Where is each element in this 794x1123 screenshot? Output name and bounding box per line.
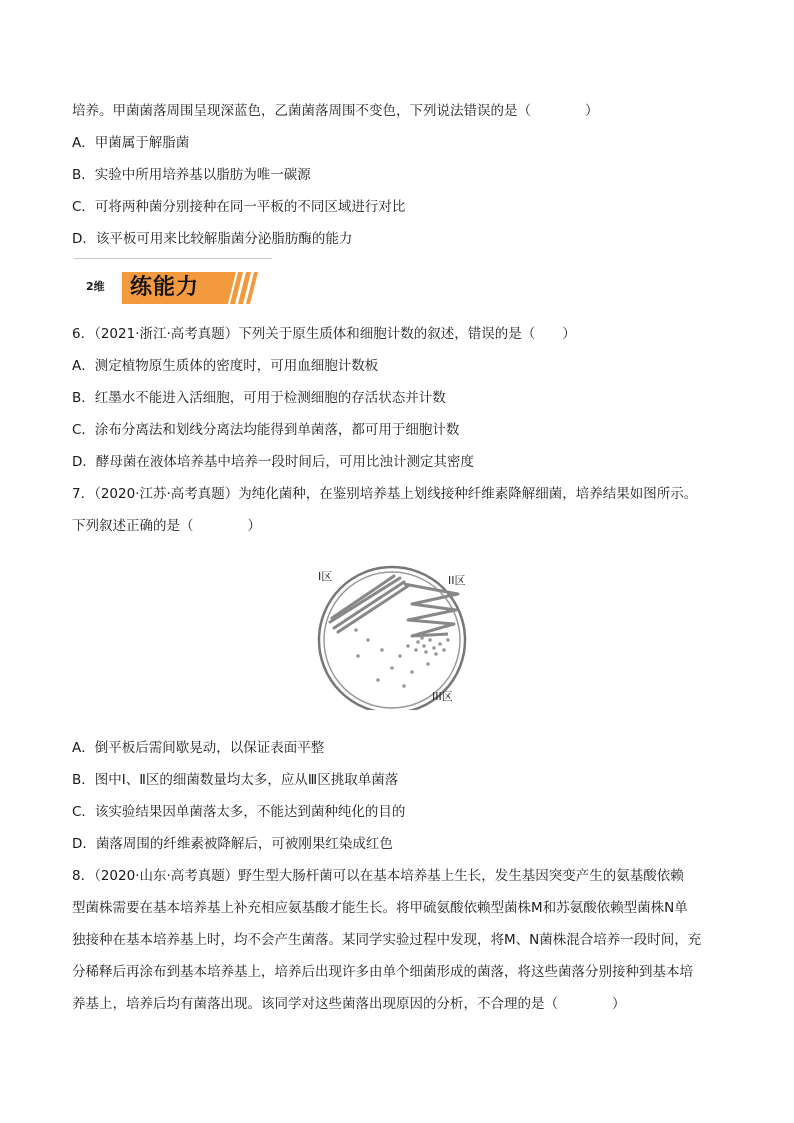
intro-stem-line: 培养。甲菌菌落周围呈现深蓝色，乙菌菌落周围不变色，下列说法错误的是（ ） (72, 103, 599, 119)
q8-line-3: 独接种在基本培养基上时，均不会产生菌落。某同学实验过程中发现，将M、N菌株混合培养一段时间，充 (72, 932, 702, 948)
q6-option-b: B．红墨水不能进入活细胞，可用于检测细胞的存活状态并计数 (72, 390, 446, 406)
q6-option-a: A．测定植物原生质体的密度时，可用血细胞计数板 (72, 358, 379, 374)
intro-option-d: D．该平板可用来比较解脂菌分泌脂肪酶的能力 (72, 231, 353, 247)
q7-option-d: D．菌落周围的纤维素被降解后，可被刚果红染成红色 (72, 836, 393, 852)
zone-2-label: II区 (448, 574, 466, 587)
intro-option-a: A．甲菌属于解脂菌 (72, 135, 190, 151)
section-stripes-decoration (228, 272, 258, 304)
q8-line-5: 养基上，培养后均有菌落出现。该同学对这些菌落出现原因的分析，不合理的是（ ） (72, 996, 626, 1012)
petri-dish-figure (308, 560, 478, 710)
q8-line-4: 分稀释后再涂布到基本培养基上，培养后出现许多由单个细菌形成的菌落，将这些菌落分别接种到基本培 (72, 964, 693, 980)
intro-option-b: B．实验中所用培养基以脂肪为唯一碳源 (72, 167, 311, 183)
q7-option-a: A．倒平板后需间歇晃动，以保证表面平整 (72, 740, 325, 756)
q6-option-d: D．酵母菌在液体培养基中培养一段时间后，可用比浊计测定其密度 (72, 454, 474, 470)
intro-option-c: C．可将两种菌分别接种在同一平板的不同区域进行对比 (72, 199, 406, 215)
zone-3-label: III区 (432, 690, 453, 703)
section-badge: 2维 (86, 280, 105, 293)
q6-option-c: C．涂布分离法和划线分离法均能得到单菌落，都可用于细胞计数 (72, 422, 460, 438)
section-divider (74, 258, 272, 259)
q6-stem: 6．（2021·浙江·高考真题）下列关于原生质体和细胞计数的叙述，错误的是（ ） (72, 326, 576, 342)
q7-stem-line2: 下列叙述正确的是（ ） (72, 518, 261, 534)
q8-line-1: 8．（2020·山东·高考真题）野生型大肠杆菌可以在基本培养基上生长，发生基因突变产生的氨基酸依赖 (72, 868, 684, 884)
section-header (72, 258, 272, 308)
q8-line-2: 型菌株需要在基本培养基上补充相应氨基酸才能生长。将甲硫氨酸依赖型菌株M和苏氨酸依赖型菌株N单 (72, 900, 688, 916)
q7-option-b: B．图中Ⅰ、Ⅱ区的细菌数量均太多，应从Ⅲ区挑取单菌落 (72, 772, 399, 788)
q7-stem-line1: 7．（2020·江苏·高考真题）为纯化菌种，在鉴别培养基上划线接种纤维素降解细菌，培养结果如图所示。 (72, 486, 698, 502)
q7-option-c: C．该实验结果因单菌落太多，不能达到菌种纯化的目的 (72, 804, 406, 820)
zone-1-label: I区 (318, 570, 333, 583)
section-title: 练能力 (130, 275, 200, 300)
